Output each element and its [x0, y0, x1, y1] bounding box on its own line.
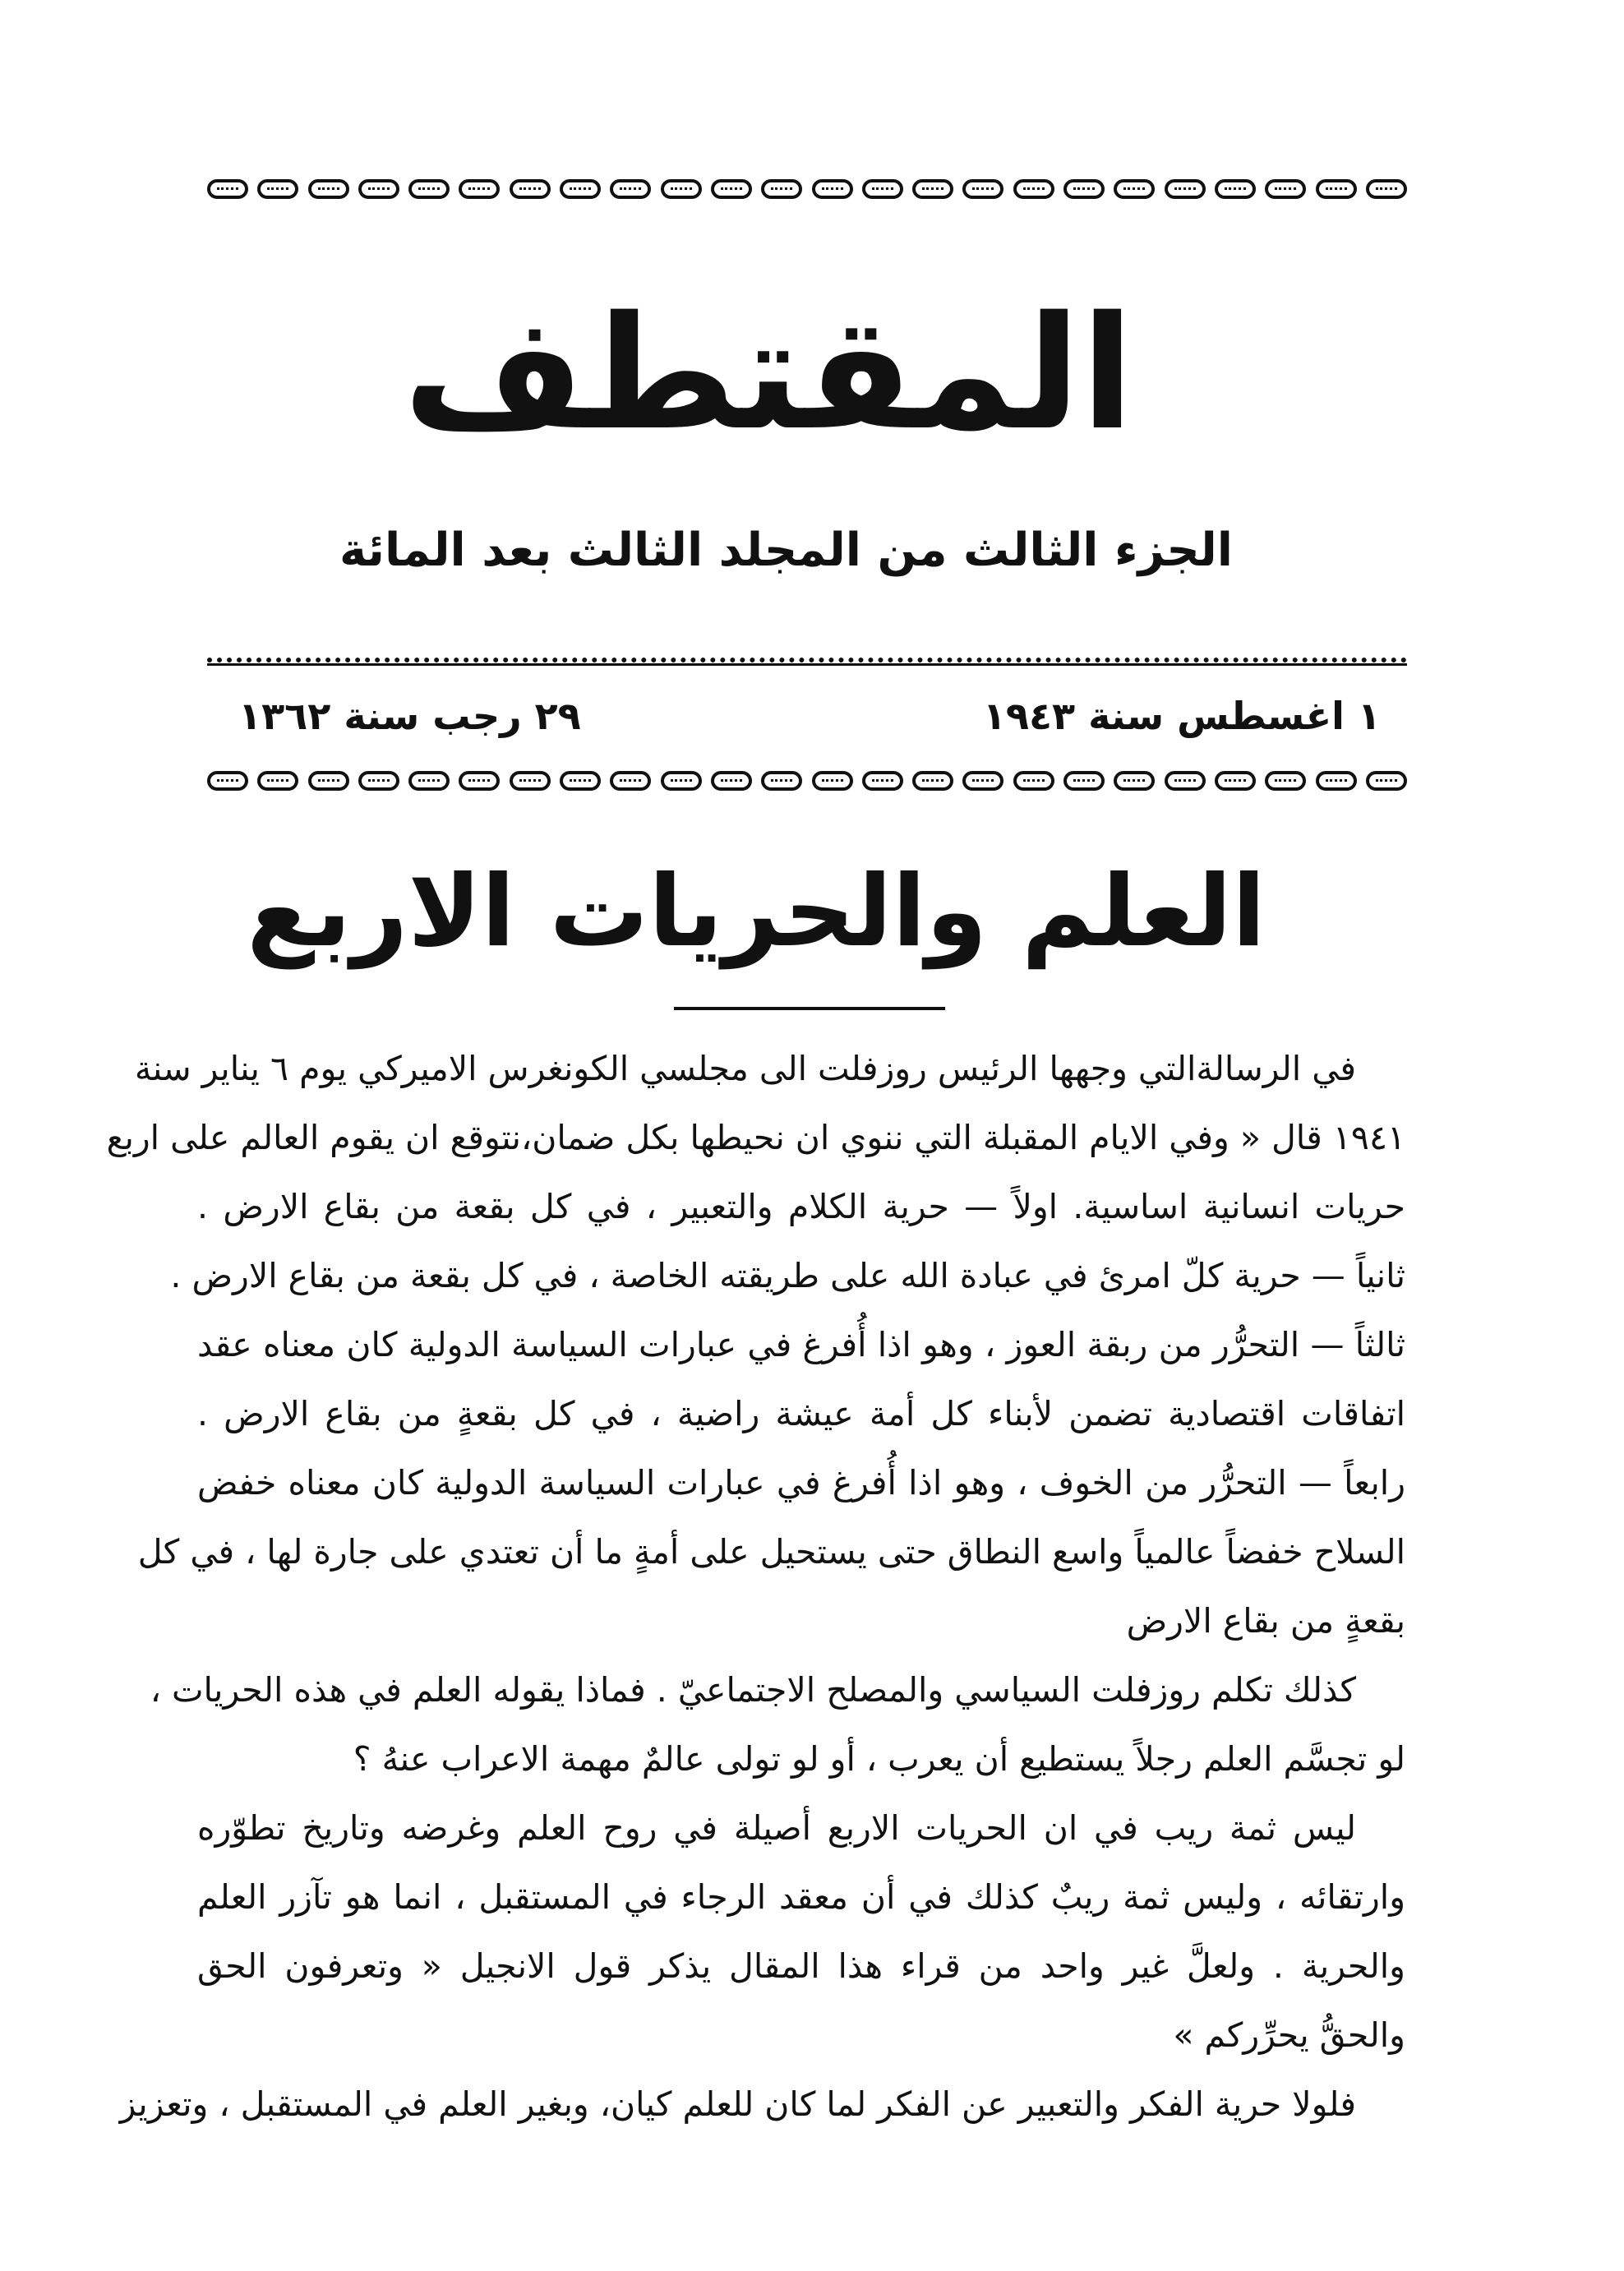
ornament-unit — [1013, 179, 1054, 199]
body-line: حريات انسانية اساسية. اولاً — حرية الكلام والتعبير ، في كل بقعة من بقاع الارض . — [197, 1187, 1405, 1226]
ornament-unit — [812, 771, 853, 791]
ornament-unit — [510, 771, 551, 791]
ornament-unit — [661, 179, 702, 199]
ornament-unit — [1165, 179, 1206, 199]
ornament-unit — [308, 771, 349, 791]
body-line: اتفاقات اقتصادية تضمن لأبناء كل أمة عيشة راضية ، في كل بقعةٍ من بقاع الارض . — [197, 1394, 1405, 1433]
ornament-unit — [761, 771, 802, 791]
ornament-unit — [610, 179, 651, 199]
body-line: وارتقائه ، وليس ثمة ريبٌ كذلك في أن معقد الرجاء في المستقبل ، انما هو تآزر العلم — [197, 1877, 1405, 1917]
ornament-unit — [761, 179, 802, 199]
ornament-unit — [1366, 179, 1407, 199]
body-line: ثالثاً — التحرُّر من ربقة العوز ، وهو اذا أُفرغ في عبارات السياسة الدولية كان معناه عقد — [197, 1325, 1405, 1364]
ornament-unit — [358, 771, 399, 791]
ornament-unit — [257, 179, 298, 199]
body-line: كذلك تكلم روزفلت السياسي والمصلح الاجتماعيّ . فماذا يقوله العلم في هذه الحريات ، — [150, 1670, 1356, 1710]
gregorian-date: ١ اغسطس سنة ١٩٤٣ — [982, 694, 1381, 738]
ornament-unit — [912, 771, 953, 791]
issue-subtitle: الجزء الثالث من المجلد الثالث بعد المائة — [339, 524, 1233, 577]
ornament-unit — [560, 771, 601, 791]
ornament-unit — [1215, 179, 1256, 199]
ornament-unit — [207, 179, 248, 199]
ornament-band-top — [207, 173, 1407, 205]
body-line: في الرسالةالتي وجهها الرئيس روزفلت الى مجلسي الكونغرس الاميركي يوم ٦ يناير سنة — [134, 1049, 1356, 1088]
ornament-unit — [1265, 771, 1306, 791]
dotted-divider — [207, 658, 1407, 666]
ornament-unit — [308, 179, 349, 199]
ornament-unit — [1366, 771, 1407, 791]
ornament-unit — [711, 771, 752, 791]
body-line: فلولا حرية الفكر والتعبير عن الفكر لما كان للعلم كيان، وبغير العلم في المستقبل ، وتعزيز — [119, 2084, 1356, 2124]
body-line: بقعةٍ من بقاع الارض — [1126, 1601, 1405, 1641]
ornament-unit — [510, 179, 551, 199]
body-line: ليس ثمة ريب في ان الحريات الاربع أصيلة في روح العلم وغرضه وتاريخ تطوّره — [197, 1808, 1356, 1848]
ornament-unit — [661, 771, 702, 791]
magazine-masthead: المقتطف — [403, 283, 1134, 464]
body-line: ١٩٤١ قال « وفي الايام المقبلة التي ننوي ان نحيطها بكل ضمان،نتوقع ان يقوم العالم على اربع — [106, 1118, 1405, 1157]
ornament-band-bottom — [207, 764, 1407, 797]
ornament-unit — [1316, 179, 1357, 199]
ornament-unit — [358, 179, 399, 199]
body-line: لو تجسَّم العلم رجلاً يستطيع أن يعرب ، أو لو تولى عالمٌ مهمة الاعراب عنهُ ؟ — [353, 1739, 1405, 1779]
ornament-unit — [862, 179, 903, 199]
ornament-unit — [459, 179, 500, 199]
ornament-unit — [1165, 771, 1206, 791]
date-line — [214, 687, 1397, 745]
ornament-unit — [408, 179, 450, 199]
ornament-unit — [207, 771, 248, 791]
hijri-date: ٢٩ رجب سنة ١٣٦٢ — [238, 694, 581, 738]
ornament-unit — [1265, 179, 1306, 199]
ornament-unit — [912, 179, 953, 199]
article-body — [106, 1034, 1405, 2139]
ornament-unit — [610, 771, 651, 791]
body-line: والحرية . ولعلَّ غير واحد من قراء هذا المقال يذكر قول الانجيل « وتعرفون الحق — [197, 1946, 1405, 1986]
title-underline — [674, 1007, 945, 1010]
ornament-unit — [257, 771, 298, 791]
ornament-unit — [962, 179, 1003, 199]
body-line: رابعاً — التحرُّر من الخوف ، وهو اذا أُفرغ في عبارات السياسة الدولية كان معناه خفض — [197, 1463, 1405, 1502]
ornament-unit — [962, 771, 1003, 791]
body-line: السلاح خفضاً عالمياً واسع النطاق حتى يستحيل على أمةٍ ما أن تعتدي على جارة لها ، في كل — [137, 1532, 1405, 1572]
body-line: ثانياً — حرية كلّ امرئ في عبادة الله على طريقته الخاصة ، في كل بقعة من بقاع الارض . — [170, 1256, 1405, 1295]
ornament-unit — [459, 771, 500, 791]
ornament-unit — [1114, 771, 1155, 791]
ornament-unit — [1114, 179, 1155, 199]
ornament-unit — [1215, 771, 1256, 791]
body-line: والحقُّ يحرِّركم » — [1173, 2015, 1405, 2055]
ornament-unit — [812, 179, 853, 199]
ornament-unit — [862, 771, 903, 791]
ornament-unit — [1316, 771, 1357, 791]
ornament-unit — [1013, 771, 1054, 791]
article-title: العلم والحريات الاربع — [247, 855, 1266, 969]
ornament-unit — [1063, 179, 1105, 199]
ornament-unit — [1063, 771, 1105, 791]
ornament-unit — [408, 771, 450, 791]
ornament-unit — [711, 179, 752, 199]
ornament-unit — [560, 179, 601, 199]
